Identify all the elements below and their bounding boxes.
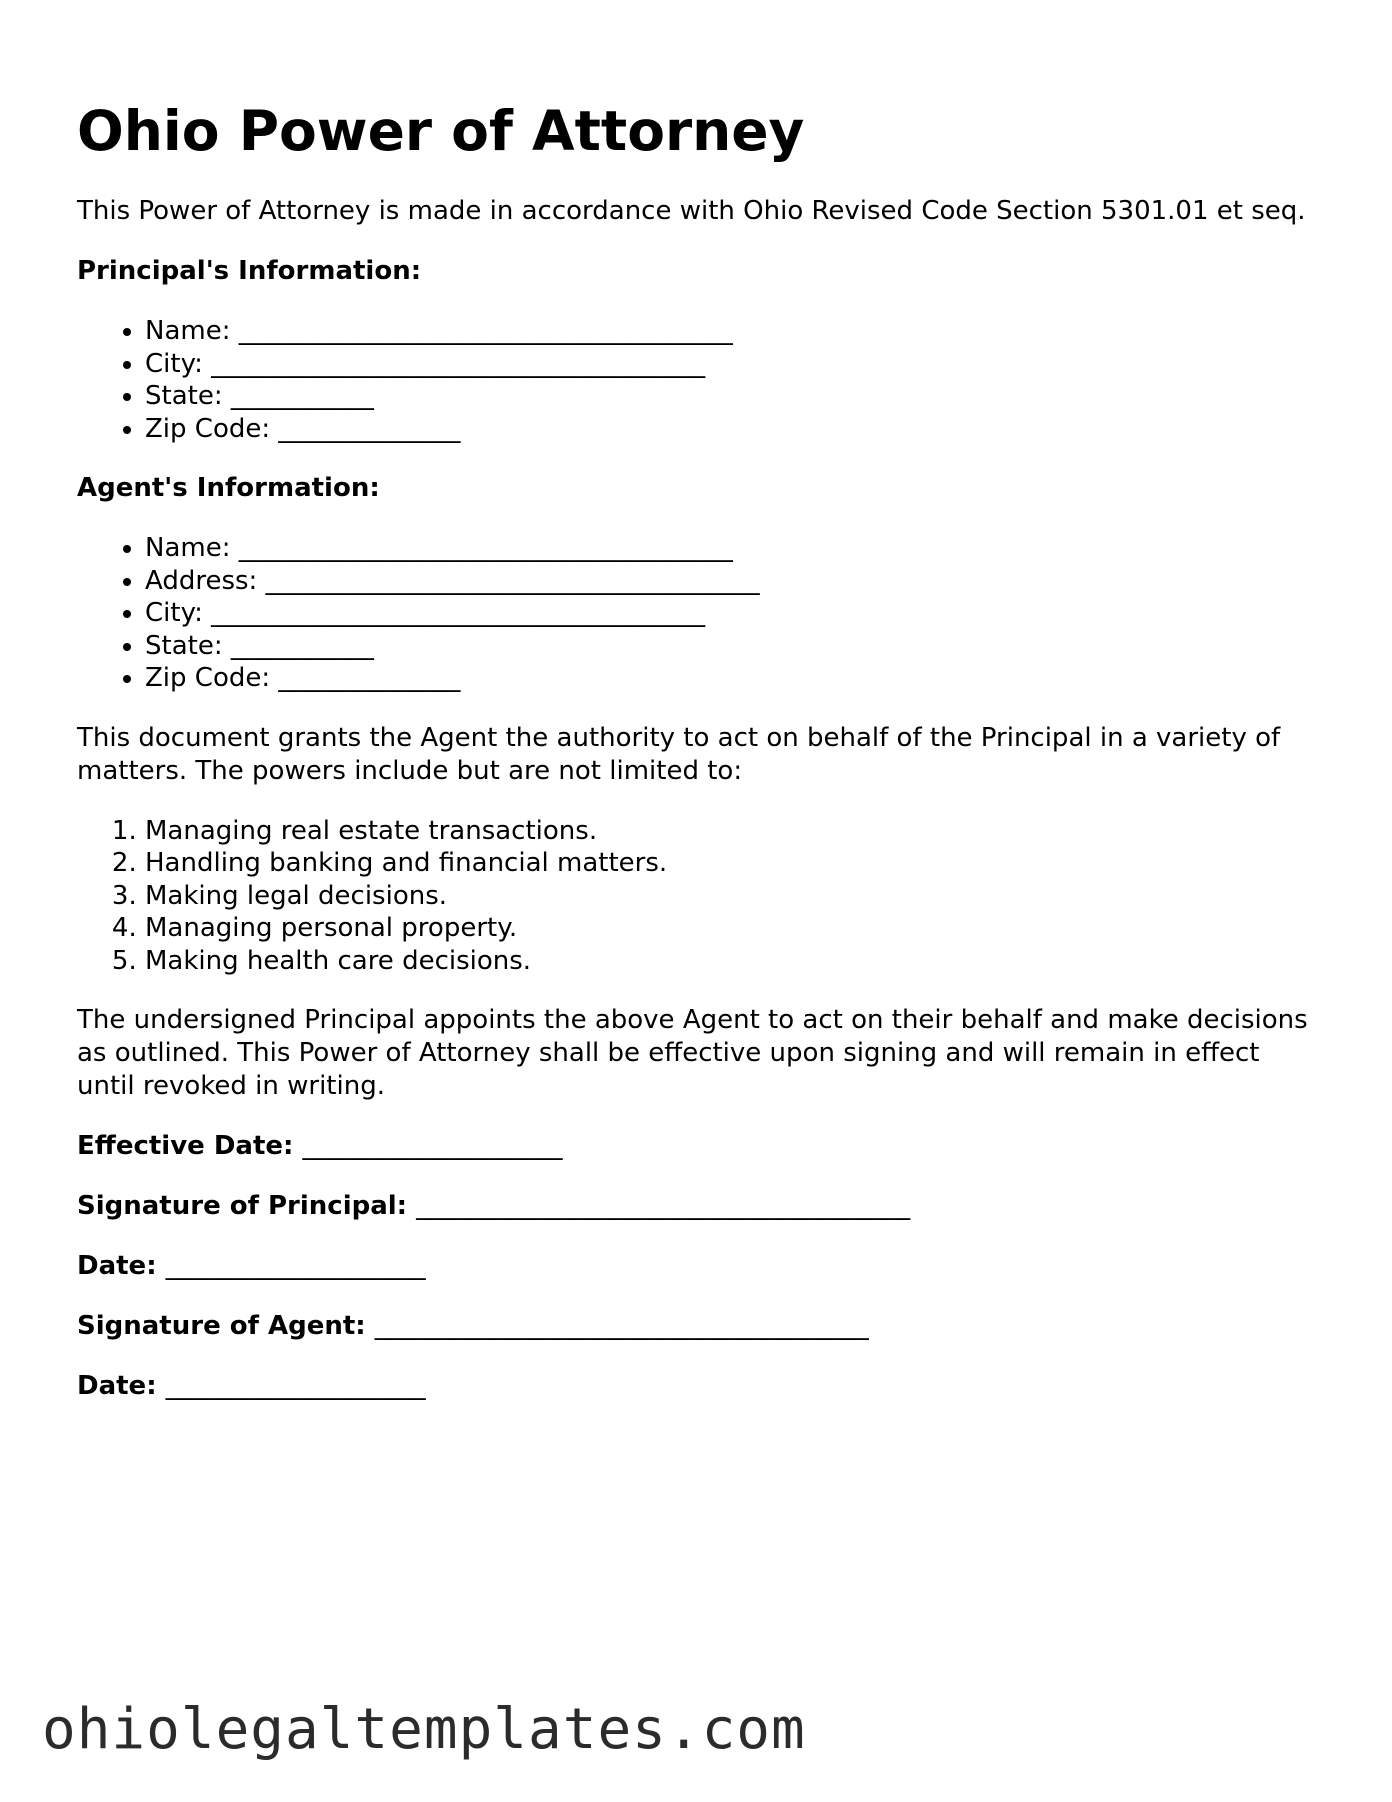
effective-date-label: Effective Date: [77, 1131, 294, 1161]
agent-signature-blank: ______________________________________ [374, 1311, 869, 1341]
effective-date-line [77, 1130, 1317, 1163]
principal-state-field: • State: ___________ [145, 380, 1317, 413]
intro-paragraph: This Power of Attorney is made in accordance with Ohio Revised Code Section 5301.01 et seq. [77, 196, 1306, 226]
agent-date-label: Date: [77, 1371, 157, 1401]
agent-date-line [77, 1370, 1317, 1403]
principal-signature-line [77, 1190, 1317, 1223]
agent-field-list [77, 532, 1317, 695]
agent-signature-line [77, 1310, 1317, 1343]
principal-heading: Principal's Information: [77, 256, 422, 286]
principal-date-line [77, 1250, 1317, 1283]
principal-signature-blank: ______________________________________ [416, 1191, 911, 1221]
principal-field-list [77, 315, 1317, 445]
agent-city-field: • City: ______________________________________ [145, 597, 1317, 630]
power-item: 3. Making legal decisions. [145, 880, 1317, 913]
principal-date-label: Date: [77, 1251, 157, 1281]
principal-signature-label: Signature of Principal: [77, 1191, 408, 1221]
principal-date-blank: ____________________ [165, 1251, 426, 1281]
powers-list [77, 815, 1317, 978]
power-item: 5. Making health care decisions. [145, 945, 1317, 978]
principal-city-field: • City: ______________________________________ [145, 348, 1317, 381]
agent-state-field: • State: ___________ [145, 630, 1317, 663]
effective-date-blank: ____________________ [302, 1131, 563, 1161]
power-item: 1. Managing real estate transactions. [145, 815, 1317, 848]
power-item: 4. Managing personal property. [145, 912, 1317, 945]
appointment-paragraph: The undersigned Principal appoints the above Agent to act on their behalf and make decisions as outlined. This Power of Attorney shall be effective upon signing and will remain in effect until revoked in writing. [77, 1005, 1308, 1101]
agent-heading: Agent's Information: [77, 473, 380, 503]
agent-zip-field: • Zip Code: ______________ [145, 662, 1317, 695]
power-item: 2. Handling banking and financial matters. [145, 847, 1317, 880]
principal-zip-field: • Zip Code: ______________ [145, 413, 1317, 446]
agent-signature-label: Signature of Agent: [77, 1311, 366, 1341]
powers-intro: This document grants the Agent the authority to act on behalf of the Principal in a variety of matters. The powers include but are not limited to: [77, 722, 1281, 786]
agent-date-blank: ____________________ [165, 1371, 426, 1401]
site-watermark: ohiolegaltemplates.com [42, 1697, 806, 1762]
agent-name-field: • Name: ______________________________________ [145, 532, 1317, 565]
agent-address-field: • Address: ______________________________________ [145, 565, 1317, 598]
document-title: Ohio Power of Attorney [77, 99, 805, 163]
document-page [77, 92, 1317, 1403]
principal-name-field: • Name: ______________________________________ [145, 315, 1317, 348]
